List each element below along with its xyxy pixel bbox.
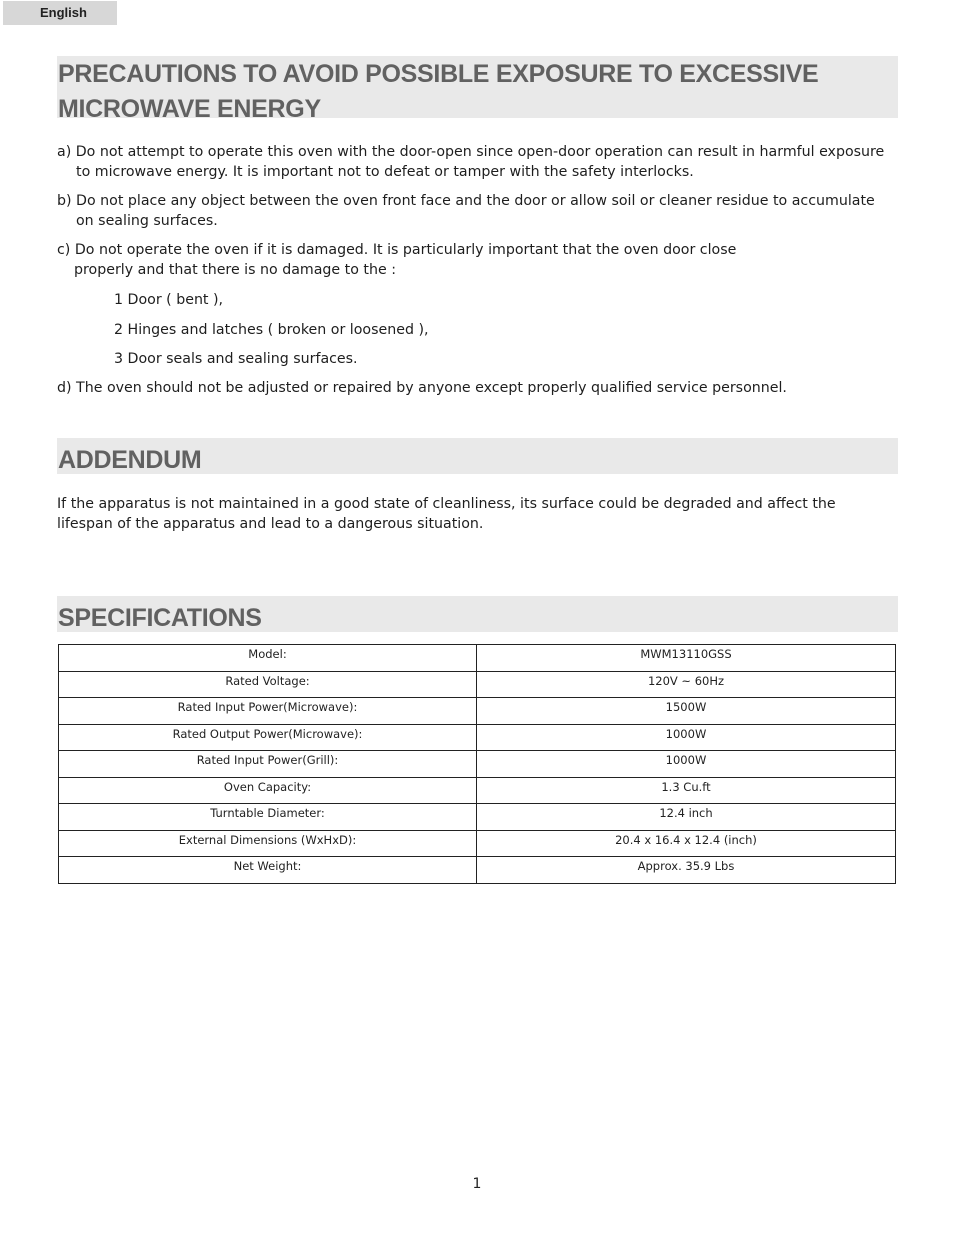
spec-label: External Dimensions (WxHxD):	[59, 830, 477, 857]
specifications-heading: SPECIFICATIONS	[57, 596, 898, 632]
spec-value: 1500W	[477, 698, 896, 725]
language-tab: English	[3, 1, 117, 25]
table-row	[59, 804, 896, 831]
spec-value: 1.3 Cu.ft	[477, 777, 896, 804]
precaution-item-b: b) Do not place any object between the oven front face and the door or allow soil or cleaner residue to accumulate on sealing surfaces.	[57, 193, 875, 229]
spec-value: Approx. 35.9 Lbs	[477, 857, 896, 884]
spec-value: 120V ~ 60Hz	[477, 671, 896, 698]
spec-label: Turntable Diameter:	[59, 804, 477, 831]
precautions-heading-line1: PRECAUTIONS TO AVOID POSSIBLE EXPOSURE TO EXCESSIVE	[58, 60, 819, 88]
precaution-item-c-line2: properly and that there is no damage to the :	[74, 262, 396, 278]
precaution-item-a: a) Do not attempt to operate this oven with the door-open since open-door operation can result in harmful exposure to microwave energy. It is important not to defeat or tamper with the safety interlocks.	[57, 144, 885, 180]
table-row	[59, 724, 896, 751]
spec-label: Rated Input Power(Grill):	[59, 751, 477, 778]
table-row	[59, 857, 896, 884]
precaution-subitem: 3 Door seals and sealing surfaces.	[114, 351, 358, 367]
table-row	[59, 698, 896, 725]
spec-label: Rated Output Power(Microwave):	[59, 724, 477, 751]
table-row	[59, 751, 896, 778]
spec-value: 1000W	[477, 751, 896, 778]
spec-label: Net Weight:	[59, 857, 477, 884]
table-row	[59, 645, 896, 672]
table-row	[59, 830, 896, 857]
spec-value: 12.4 inch	[477, 804, 896, 831]
page-number: 1	[472, 1176, 482, 1192]
spec-label: Rated Voltage:	[59, 671, 477, 698]
table-row	[59, 777, 896, 804]
precaution-subitem: 2 Hinges and latches ( broken or loosened ),	[114, 322, 429, 338]
spec-label: Oven Capacity:	[59, 777, 477, 804]
precaution-subitem: 1 Door ( bent ),	[114, 292, 224, 308]
addendum-heading: ADDENDUM	[57, 438, 898, 474]
precaution-item-d: d) The oven should not be adjusted or repaired by anyone except properly qualified service personnel.	[57, 380, 787, 396]
table-row	[59, 671, 896, 698]
precautions-heading	[57, 56, 898, 123]
spec-value: 20.4 x 16.4 x 12.4 (inch)	[477, 830, 896, 857]
spec-label: Rated Input Power(Microwave):	[59, 698, 477, 725]
spec-value: MWM13110GSS	[477, 645, 896, 672]
spec-label: Model:	[59, 645, 477, 672]
precaution-item-c-line1: c) Do not operate the oven if it is damaged. It is particularly important that the oven door close	[57, 242, 737, 258]
specifications-table	[58, 644, 896, 884]
spec-value: 1000W	[477, 724, 896, 751]
addendum-text: If the apparatus is not maintained in a good state of cleanliness, its surface could be degraded and affect the lifespan of the apparatus and lead to a dangerous situation.	[57, 496, 836, 532]
precautions-heading-line2: MICROWAVE ENERGY	[58, 95, 321, 123]
